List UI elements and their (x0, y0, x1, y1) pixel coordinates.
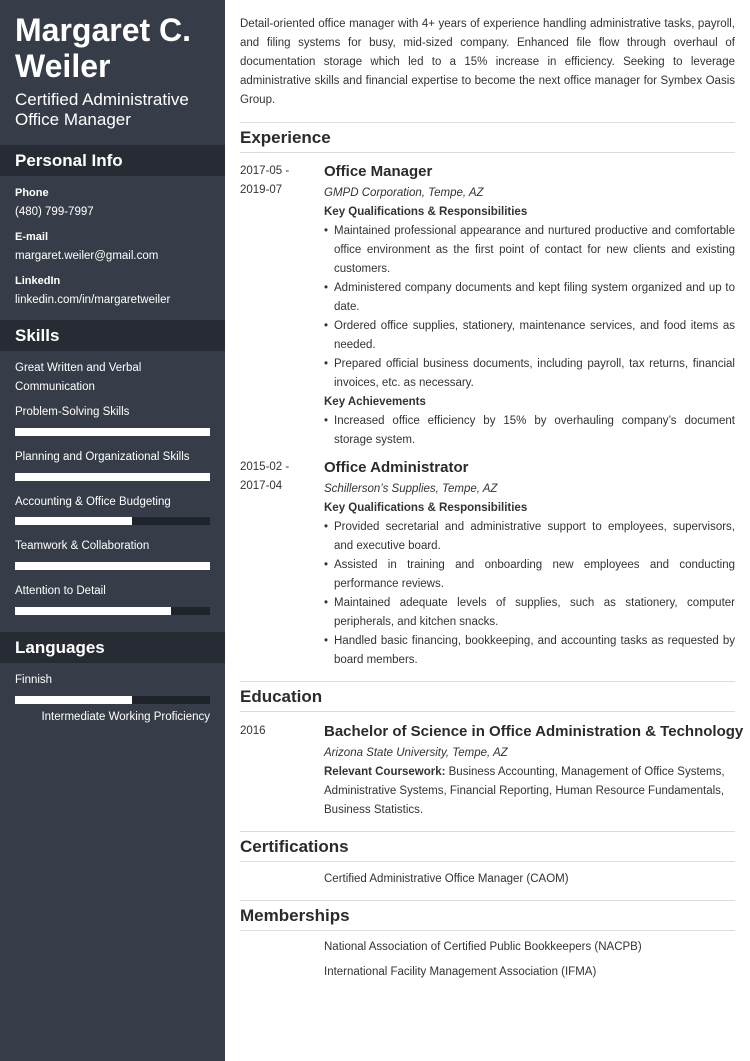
skill-bar (15, 473, 210, 481)
job-date-start: 2017-05 - (240, 165, 290, 177)
skill-bar (15, 517, 210, 525)
skill-name: Great Written and Verbal Communication (15, 362, 142, 393)
experience-heading: Experience (240, 122, 735, 153)
coursework-label: Relevant Coursework: (324, 766, 446, 778)
bullet-text: Increased office efficiency by 15% by overhauling company’s document storage system. (334, 415, 735, 446)
profile-summary: Detail-oriented office manager with 4+ years of experience handling administrative tasks, payroll, and filing systems for busy, mid-sized company. Enhanced file flow through overhaul of documentation storage which led to a 15% increase in efficiency. Seeking to leverage administrative skills and financial expertise to become the next office manager for Symbex Oasis Group. (240, 18, 735, 106)
email-value: margaret.weiler@gmail.com (15, 250, 159, 262)
candidate-title: Certified Administrative Office Manager (15, 90, 189, 129)
job-title: Office Administrator (324, 459, 469, 476)
bullet-icon: • (324, 559, 329, 571)
bullet-text: Provided secretarial and administrative support to employees, supervisors, and executive board. (334, 521, 735, 552)
job-company: GMPD Corporation, Tempe, AZ (324, 187, 484, 199)
achievements-heading: Key Achievements (324, 396, 426, 408)
list-item (324, 594, 735, 632)
job-date-end: 2017-04 (240, 480, 283, 492)
list-item (324, 412, 735, 450)
bullet-text: Maintained professional appearance and nurtured productive and comfortable office environment as the first point of contact for new clients and existing customers. (334, 225, 735, 275)
bullet-text: Prepared official business documents, including payroll, tax returns, financial invoices, etc. as necessary. (334, 358, 735, 389)
sidebar (0, 0, 225, 1061)
candidate-name: Margaret C. Weiler (15, 12, 192, 84)
skill-name: Problem-Solving Skills (15, 406, 130, 418)
job-dates (240, 162, 310, 200)
bullet-text: Handled basic financing, bookkeeping, and accounting tasks as requested by board members. (334, 635, 735, 666)
bullet-icon: • (324, 521, 329, 533)
bullet-icon: • (324, 282, 329, 294)
skill-name: Accounting & Office Budgeting (15, 496, 171, 508)
job-date-end: 2019-07 (240, 184, 283, 196)
coursework-text: Business Accounting, Management of Office Systems, Administrative Systems, Financial Reporting, Human Resource Fundamentals, Business Statistics. (324, 766, 725, 816)
skill-bar-fill (15, 607, 171, 615)
bullet-icon: • (324, 358, 329, 370)
language-level: Intermediate Working Proficiency (41, 711, 210, 723)
job-company: Schillerson’s Supplies, Tempe, AZ (324, 483, 498, 495)
skill-bar (15, 562, 210, 570)
list-item (324, 632, 735, 670)
coursework (324, 763, 735, 820)
qualifications-heading: Key Qualifications & Responsibilities (324, 502, 528, 514)
job-date-start: 2015-02 - (240, 461, 290, 473)
education-year: 2016 (240, 725, 266, 737)
job-title: Office Manager (324, 163, 433, 180)
list-item (324, 556, 735, 594)
skill-bar-fill (15, 428, 210, 436)
job-dates (240, 458, 310, 496)
qualifications-heading: Key Qualifications & Responsibilities (324, 206, 528, 218)
education-heading: Education (240, 681, 735, 712)
list-item (324, 518, 735, 556)
personal-info-heading: Personal Info (0, 145, 225, 176)
school-name: Arizona State University, Tempe, AZ (324, 747, 508, 759)
skill-bar (15, 607, 210, 615)
certifications-heading: Certifications (240, 831, 735, 862)
languages-heading: Languages (0, 632, 225, 663)
memberships-heading: Memberships (240, 900, 735, 931)
skill-name: Attention to Detail (15, 585, 106, 597)
list-item (324, 222, 735, 279)
skills-heading: Skills (0, 320, 225, 351)
linkedin-value: linkedin.com/in/margaretweiler (15, 294, 171, 306)
bullet-text: Administered company documents and kept filing system organized and up to date. (334, 282, 735, 313)
skill-name: Teamwork & Collaboration (15, 540, 150, 552)
email-label: E-mail (15, 231, 49, 243)
bullet-icon: • (324, 225, 329, 237)
bullet-text: Assisted in training and onboarding new employees and conducting performance reviews. (334, 559, 735, 590)
language-bar (15, 696, 210, 704)
bullet-text: Ordered office supplies, stationery, maintenance services, and food items as needed. (334, 320, 735, 351)
language-bar-fill (15, 696, 132, 704)
list-item (324, 279, 735, 317)
list-item (324, 355, 735, 393)
degree-title: Bachelor of Science in Office Administration & Technology (324, 723, 744, 740)
language-name: Finnish (15, 674, 53, 686)
phone-value: (480) 799-7997 (15, 206, 94, 218)
skill-bar (15, 428, 210, 436)
bullet-icon: • (324, 415, 329, 427)
skill-bar-fill (15, 517, 132, 525)
bullet-icon: • (324, 635, 329, 647)
phone-label: Phone (15, 187, 49, 199)
skill-bar-fill (15, 473, 210, 481)
list-item (324, 317, 735, 355)
bullet-icon: • (324, 320, 329, 332)
skill-name: Planning and Organizational Skills (15, 451, 190, 463)
certification-item: Certified Administrative Office Manager (CAOM) (324, 873, 569, 885)
bullet-text: Maintained adequate levels of supplies, such as stationery, computer peripherals, and kitchen snacks. (334, 597, 735, 628)
membership-item: National Association of Certified Public Bookkeepers (NACPB) (324, 941, 642, 953)
skill-bar-fill (15, 562, 210, 570)
membership-item: International Facility Management Association (IFMA) (324, 966, 597, 978)
bullet-icon: • (324, 597, 329, 609)
linkedin-label: LinkedIn (15, 275, 61, 287)
